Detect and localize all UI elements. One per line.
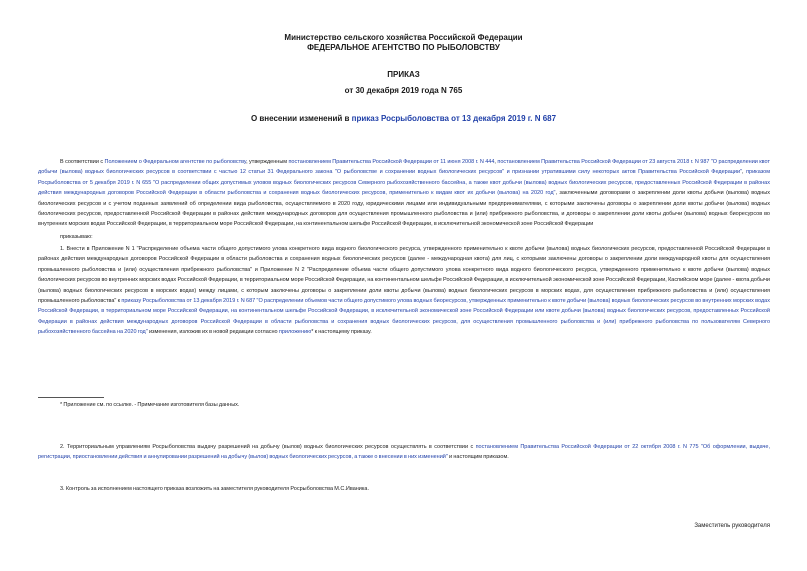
- agency-name: ФЕДЕРАЛЬНОЕ АГЕНТСТВО ПО РЫБОЛОВСТВУ: [307, 43, 500, 52]
- item-1-text-3: * к настоящему приказу.: [311, 329, 372, 336]
- link-resolution-444[interactable]: постановлением Правительства Российской Федерации от 11 июня 2008 г. N 444: [288, 159, 495, 165]
- footnote-divider: [38, 397, 104, 398]
- ministry-name: Министерство сельского хозяйства Российской Федерации: [284, 33, 523, 42]
- item-2-paragraph: [38, 442, 770, 463]
- subject-link[interactable]: приказ Росрыболовства от 13 декабря 2019 г. N 687: [351, 114, 557, 123]
- preamble-paragraph: [38, 157, 770, 230]
- item-1-text-2: изменения, изложив их в новой редакции согласно: [147, 329, 279, 336]
- header-block: [0, 33, 807, 53]
- item-2-text-2: и настоящим приказом.: [447, 454, 509, 461]
- document-date-number: от 30 декабря 2019 года N 765: [344, 86, 463, 95]
- item-1-text-1: 1. Внести в Приложение N 1 "Распределение объема части общего допустимого улова конкретного вида водного биологического ресурса, утвержденного применительно к квоте добычи (вылова) водных биологических ресурсов, предоставленной Российской Федерации в районах действия международных договоров Российской Федерации в области рыболовства и сохранения водных биологических ресурсов (далее - международная квота) для лиц, с которыми заключены договоры о закреплении доли международной квоты для осуществления промышленного рыболовства и (или) осуществления прибрежного рыболовства" и Приложение N 2 "Распределение объема части общего допустимого улова конкретного вида водного биологического ресурса, утвержденного применительно к квоте добычи (вылова) водных биологических ресурсов во внутренних морских водах Российской Федерации, в территориальном море Российской Федерации, на континентальном шельфе Российской Федерации, в исключительной экономической зоне Российской Федерации, Каспийском море (далее - квота добычи (вылова) водных биологических ресурсов в морских водах) между лицами, с которым заключены договоры о закреплении доли квоты добычи (вылова) водных биологических ресурсов в морских водах, для осуществления прибрежного рыболовства и (или) осуществления промышленного рыболовства" к: [38, 246, 770, 305]
- link-regulation-agency[interactable]: Положением о Федеральном агентстве по рыболовству: [104, 159, 247, 165]
- item-1-paragraph: [38, 244, 770, 338]
- preamble-text-5: , заключенными договорами о закреплении доли квоты добычи (вылова) водных биологических ресурсов и с учетом поданных заявлений об определении вида рыболовства, осуществляемого в 2020 году, юридическими лицами или индивидуальными предпринимателями, с которыми заключены договоры о закреплении доли квоты добычи (вылова) водных биологических ресурсов, предоставленной Российской Федерации в районах действия международных договоров для осуществления промышленного рыболовства и (или) прибрежного рыболовства, и договоры о закреплении доли квоты добычи (вылова) водных биоресурсов во внутренних морских водах Российской Федерации, в территориальном море Российской Федерации, на континентальном шельфе Российской Федерации, в исключительной экономической зоне Российской Федерации: [38, 190, 770, 228]
- document-type: ПРИКАЗ: [387, 70, 420, 79]
- link-resolution-775[interactable]: постановлением Правительства Российской Федерации от 22 октября 2008 г. N 775 "Об оформлении, выдаче, регистрации, приостановлении действия и аннулировании разрешений на добычу (вылов) водных биологических ресурсов, а также о внесении в них изменений": [38, 444, 770, 461]
- footnote: * Приложение см. по ссылке. - Примечание изготовителя базы данных.: [60, 402, 240, 408]
- link-appendix[interactable]: приложению: [278, 329, 312, 336]
- order-word: приказываю:: [60, 234, 93, 240]
- document-subject: [0, 114, 807, 124]
- preamble-text-2: , утвержденным: [246, 159, 289, 165]
- preamble-text-4: ,: [742, 169, 747, 176]
- signature-title: Заместитель руководителя: [694, 523, 770, 529]
- item-3-paragraph: 3. Контроль за исполнением настоящего приказа возложить на заместителя руководителя Росрыболовства М.С.Иваника.: [60, 486, 369, 492]
- link-order-655[interactable]: приказом Росрыболовства от 5 декабря 2019 г. N 655 "О распределении общих допустимых уловов водных биологических ресурсов Северного рыбохозяйственного бассейна, а также квот добычи (вылова) водных биологических ресурсов, предоставленных Российской Федерации в районах действия международных договоров Российской Федерации в области рыболовства и сохранения водных биологических ресурсов, применительно к видам квот их добычи (вылова) на 2020 год": [38, 169, 770, 197]
- subject-text: О внесении изменений в: [250, 114, 352, 123]
- link-order-687[interactable]: приказу Росрыболовства от 13 декабря 2019 г. N 687 "О распределении объемов части общего допустимого улова водных биоресурсов, утвержденных применительно к квоте добычи (вылова) водных биологических ресурсов во внутренних морских водах Российской Федерации, в территориальном море Российской Федерации, на континентальном шельфе Российской Федерации, в исключительной экономической зоне Российской Федерации или квоте добычи (вылова) водных биологических ресурсов, предоставленных Российской Федерации в районах действия международных договоров Российской Федерации в области рыболовства и сохранения водных биологических ресурсов, для осуществления промышленного рыболовства и (или) прибрежного рыболовства по пользователям Северного рыбохозяйственного бассейна на 2020 год": [38, 298, 770, 336]
- preamble-text-1: В соответствии с: [60, 159, 105, 165]
- link-resolution-987[interactable]: постановлением Правительства Российской Федерации от 23 августа 2018 г. N 987 "О распределении квот добычи (вылова) водных биологических ресурсов в соответствии с частью 12 статьи 31 Федерального закона "О рыболовстве и сохранении водных биологических ресурсов" и признании утратившими силу некоторых актов Правительства Российской Федерации": [38, 159, 770, 176]
- item-2-text-1: 2. Территориальным управлениям Росрыболовства выдачу разрешений на добычу (вылов) водных биологических ресурсов осуществлять в соответствии с: [60, 444, 476, 450]
- preamble-text-3: ,: [494, 159, 498, 165]
